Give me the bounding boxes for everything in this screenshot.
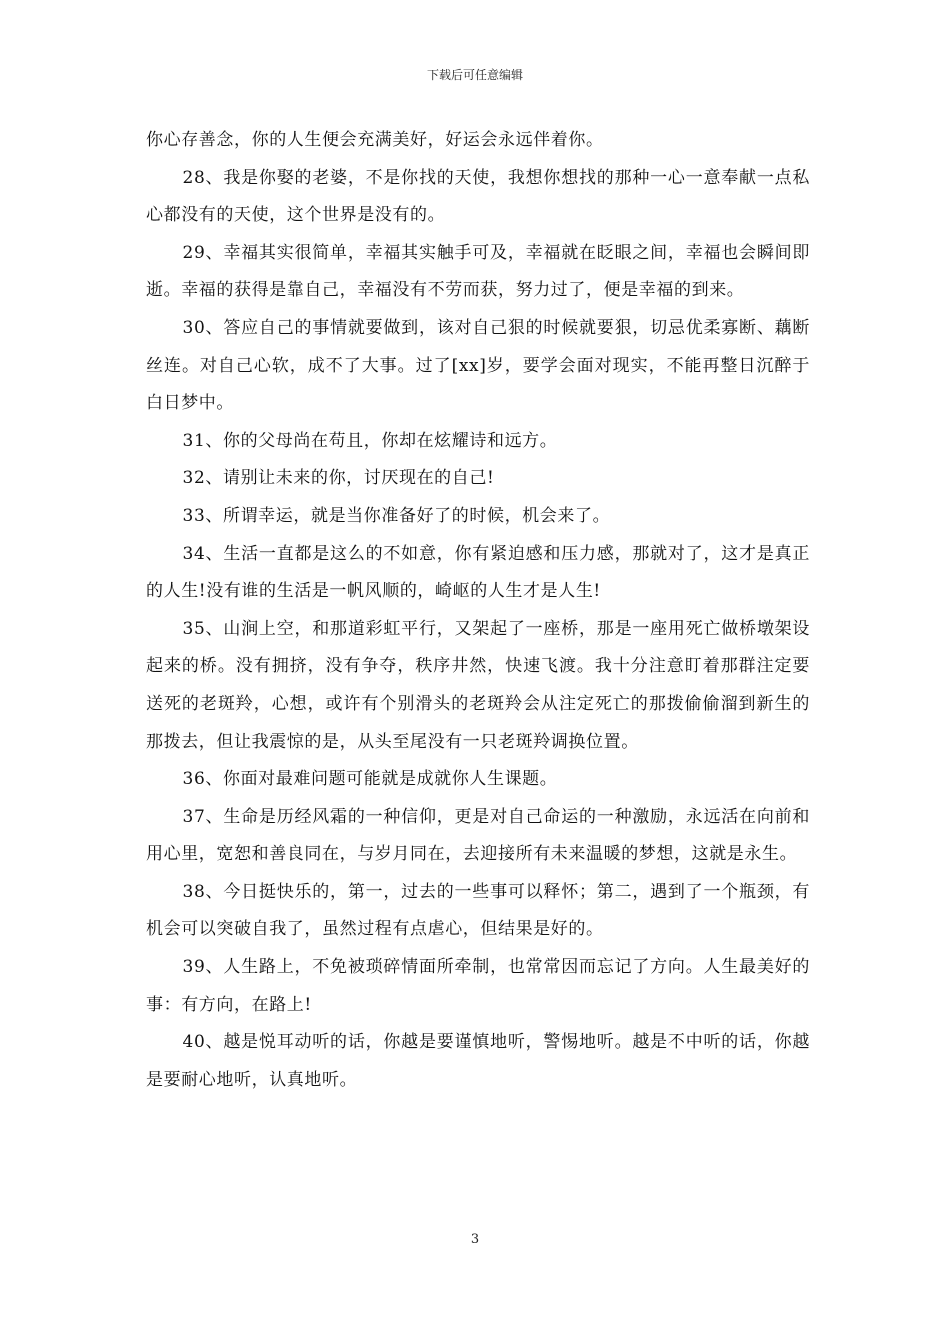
- paragraph-38: 38、今日挺快乐的，第一，过去的一些事可以释怀；第二，遇到了一个瓶颈，有机会可以突破自我了，虽然过程有点虐心，但结果是好的。: [146, 881, 810, 940]
- paragraph-37: 37、生命是历经风霜的一种信仰，更是对自己命运的一种激励，永远活在向前和用心里，宽恕和善良同在，与岁月同在，去迎接所有未来温暖的梦想，这就是永生。: [146, 806, 810, 865]
- paragraph-32: 32、请别让未来的你，讨厌现在的自己!: [182, 468, 495, 489]
- paragraph-33: 33、所谓幸运，就是当你准备好了的时候，机会来了。: [182, 505, 611, 526]
- paragraph-40: 40、越是悦耳动听的话，你越是要谨慎地听，警惕地听。越是不中听的话，你越是要耐心地听，认真地听。: [146, 1032, 810, 1090]
- paragraph-31: 31、你的父母尚在苟且，你却在炫耀诗和远方。: [182, 430, 558, 451]
- paragraph-35: 35、山涧上空，和那道彩虹平行，又架起了一座桥，那是一座用死亡做桥墩架设起来的桥。没有拥挤，没有争夺，秩序井然，快速飞渡。我十分注意盯着那群注定要送死的老斑羚，心想，或许有个别滑头的老斑羚会从注定死亡的那拨偷偷溜到新生的那拨去，但让我震惊的是，从头至尾没有一只老斑羚调换位置。: [146, 618, 810, 752]
- paragraph-36: 36、你面对最难问题可能就是成就你人生课题。: [182, 769, 558, 790]
- paragraph-30: 30、答应自己的事情就要做到，该对自己狠的时候就要狠，切忌优柔寡断、藕断丝连。对自己心软，成不了大事。过了[xx]岁，要学会面对现实，不能再整日沉醉于白日梦中。: [146, 317, 810, 414]
- paragraph-continuation: 你心存善念，你的人生便会充满美好，好运会永远伴着你。: [146, 130, 604, 150]
- paragraph-34: 34、生活一直都是这么的不如意，你有紧迫感和压力感，那就对了，这才是真正的人生!没有谁的生活是一帆风顺的，崎岖的人生才是人生!: [146, 543, 810, 602]
- document-body: [146, 122, 810, 1099]
- paragraph-28: 28、我是你娶的老婆，不是你找的天使，我想你想找的那种一心一意奉献一点私心都没有的天使，这个世界是没有的。: [146, 167, 810, 226]
- page-header: 下载后可任意编辑: [426, 68, 523, 82]
- paragraph-39: 39、人生路上，不免被琐碎情面所牵制，也常常因而忘记了方向。人生最美好的事：有方向，在路上!: [146, 957, 810, 1015]
- paragraph-29: 29、幸福其实很简单，幸福其实触手可及，幸福就在眨眼之间，幸福也会瞬间即逝。幸福的获得是靠自己，幸福没有不劳而获，努力过了，便是幸福的到来。: [146, 242, 810, 301]
- page-number: 3: [470, 1232, 480, 1247]
